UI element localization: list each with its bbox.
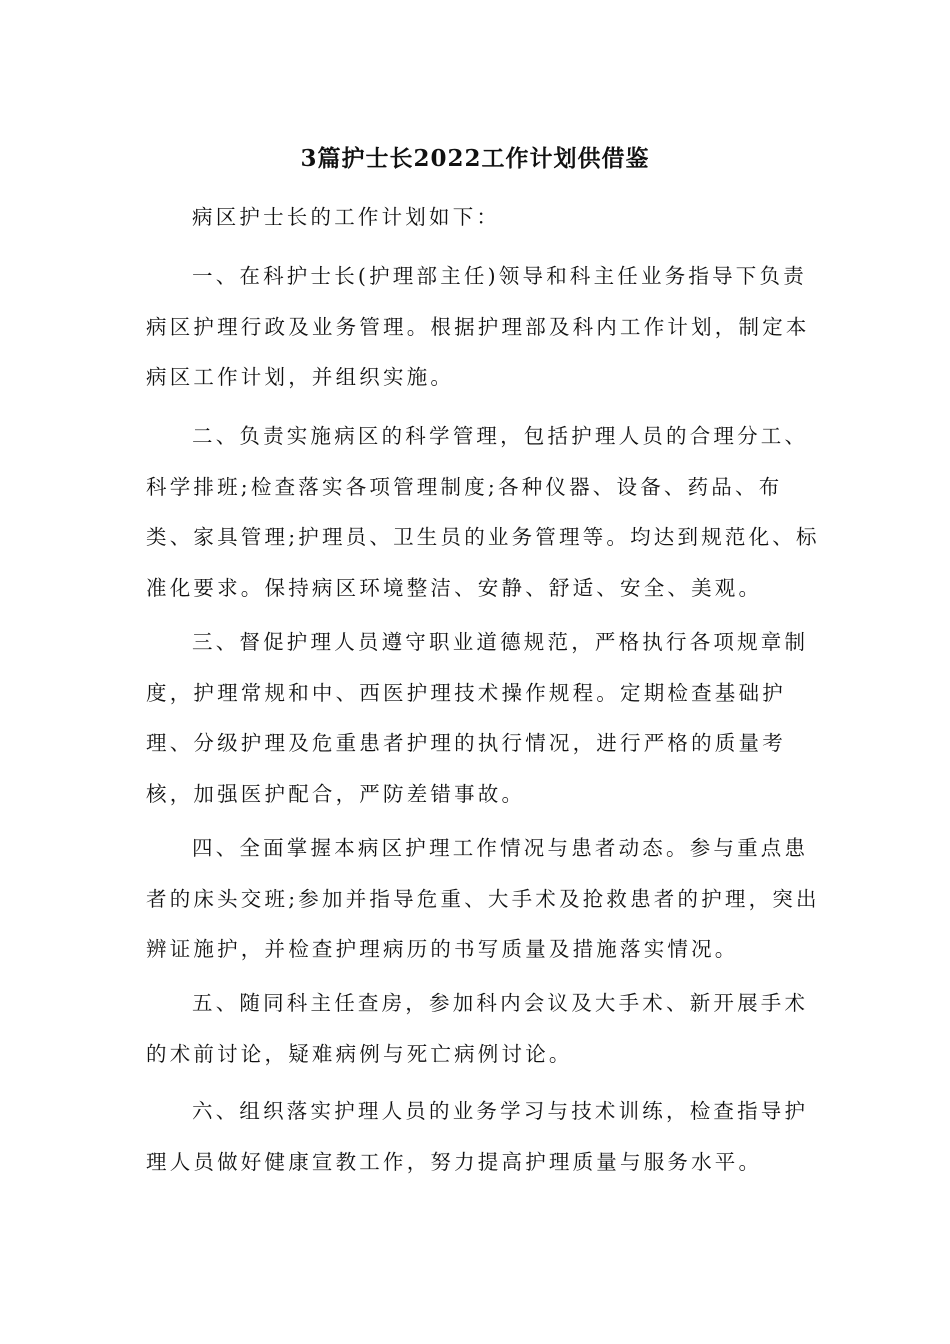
paragraph-item-5: 五、随同科主任查房，参加科内会议及大手术、新开展手术的术前讨论，疑难病例与死亡病例讨论。: [146, 991, 809, 1066]
paragraph-item-3: 三、督促护理人员遵守职业道德规范，严格执行各项规章制度，护理常规和中、西医护理技术操作规程。定期检查基础护理、分级护理及危重患者护理的执行情况，进行严格的质量考核，加强医护配合，严防差错事故。: [146, 630, 809, 806]
paragraph-item-4: 四、全面掌握本病区护理工作情况与患者动态。参与重点患者的床头交班;参加并指导危重、大手术及抢救患者的护理，突出辨证施护，并检查护理病历的书写质量及措施落实情况。: [146, 836, 820, 961]
paragraph-item-1: 一、在科护士长(护理部主任)领导和科主任业务指导下负责病区护理行政及业务管理。根据护理部及科内工作计划，制定本病区工作计划，并组织实施。: [146, 264, 810, 389]
document-title: 3篇护士长2022工作计划供借鉴: [300, 145, 650, 172]
paragraph-intro: 病区护士长的工作计划如下：: [192, 205, 501, 229]
paragraph-item-6: 六、组织落实护理人员的业务学习与技术训练，检查指导护理人员做好健康宣教工作，努力提高护理质量与服务水平。: [146, 1099, 809, 1174]
paragraph-item-2: 二、负责实施病区的科学管理，包括护理人员的合理分工、科学排班;检查落实各项管理制度;各种仪器、设备、药品、布类、家具管理;护理员、卫生员的业务管理等。均达到规范化、标准化要求。保持病区环境整洁、安静、舒适、安全、美观。: [146, 424, 820, 600]
